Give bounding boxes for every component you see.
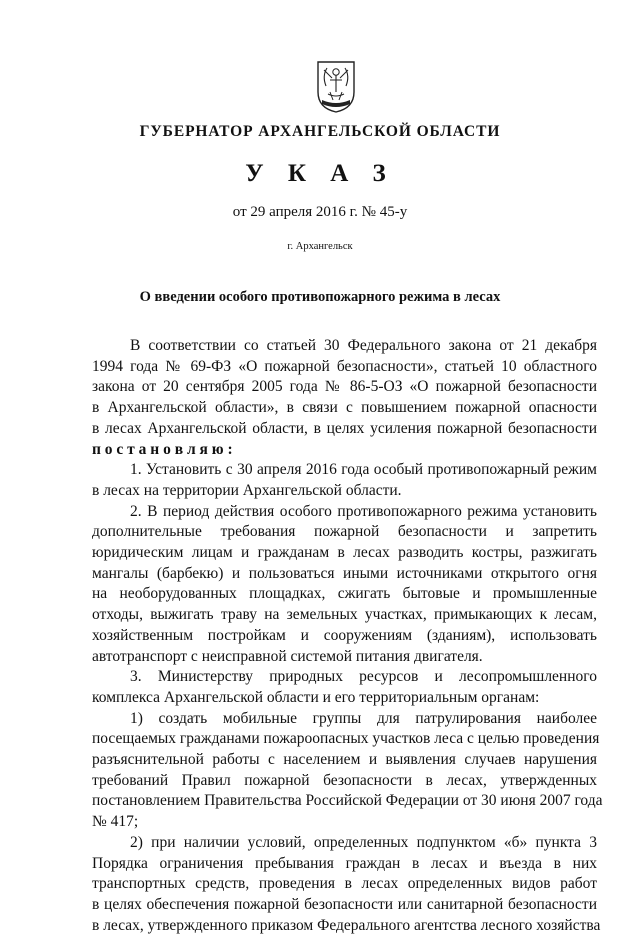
document-date-number: от 29 апреля 2016 г. № 45-у (232, 204, 408, 220)
body-line: 3. Министерству природных ресурсов и лесопромышленного (130, 668, 597, 686)
body-line: юридическим лицам и гражданам в лесах разводить костры, разжигать (92, 544, 597, 562)
body-line: № 417; (92, 813, 139, 831)
body-line: Порядка ограничения пребывания граждан в лесах и въезда в них (92, 854, 597, 872)
body-line: требований Правил пожарной безопасности в лесах, утвержденных (92, 771, 597, 789)
body-line: в целях обеспечения пожарной безопасности или санитарной безопасности (92, 895, 597, 913)
body-line: мангалы (барбекю) и пользоваться иными источниками открытого огня (92, 564, 597, 582)
issuing-authority: ГУБЕРНАТОР АРХАНГЕЛЬСКОЙ ОБЛАСТИ (139, 123, 501, 140)
body-line: в лесах, утвержденного приказом Федерального агентства лесного хозяйства (92, 916, 601, 934)
body-line: закона от 20 сентября 2005 года № 86-5-ОЗ «О пожарной безопасности (92, 378, 597, 396)
body-line: постановлением Правительства Российской Федерации от 30 июня 2007 года (92, 792, 603, 810)
body-line: комплекса Архангельской области и его территориальным органам: (92, 688, 540, 706)
body-line: в лесах на территории Архангельской области. (92, 481, 402, 499)
body-line-resolve: п о с т а н о в л я ю : (92, 440, 233, 458)
document-subject: О введении особого противопожарного режима в лесах (139, 289, 501, 305)
body-line: 1. Установить с 30 апреля 2016 года особый противопожарный режим (130, 461, 597, 479)
body-line: транспортных средств, проведения в лесах определенных видов работ (92, 875, 597, 893)
document-type: У К А З (245, 160, 395, 187)
body-line: 2. В период действия особого противопожарного режима установить (130, 502, 597, 520)
body-line: 2) при наличии условий, определенных подпунктом «б» пункта 3 (130, 833, 597, 851)
body-line: отходы, выжигать траву на земельных участках, примыкающих к лесам, (92, 606, 597, 624)
body-line: 1) создать мобильные группы для патрулирования наиболее (130, 709, 597, 727)
body-line: дополнительные требования пожарной безопасности и запретить (92, 523, 597, 541)
body-line: в лесах Архангельской области, в целях усиления пожарной безопасности (92, 419, 597, 437)
document-city: г. Архангельск (287, 241, 353, 252)
body-line: хозяйственным постройкам и сооружениям (зданиям), использовать (92, 626, 597, 644)
body-line: в Архангельской области», в связи с повышением пожарной опасности (92, 399, 597, 417)
coat-of-arms-emblem (314, 58, 358, 114)
body-line: на необорудованных площадках, сжигать бытовые и промышленные (92, 585, 597, 603)
body-line: автотранспорт с неисправной системой питания двигателя. (92, 647, 483, 665)
document-body (92, 336, 603, 936)
body-line: В соответствии со статьей 30 Федерального закона от 21 декабря (130, 337, 597, 354)
body-line: посещаемых гражданами пожароопасных участков леса с целью проведения (92, 730, 600, 748)
body-line: разъяснительной работы с населением и выявления случаев нарушения (92, 751, 597, 769)
body-line: 1994 года № 69-ФЗ «О пожарной безопасности», статьей 10 областного (92, 357, 597, 375)
